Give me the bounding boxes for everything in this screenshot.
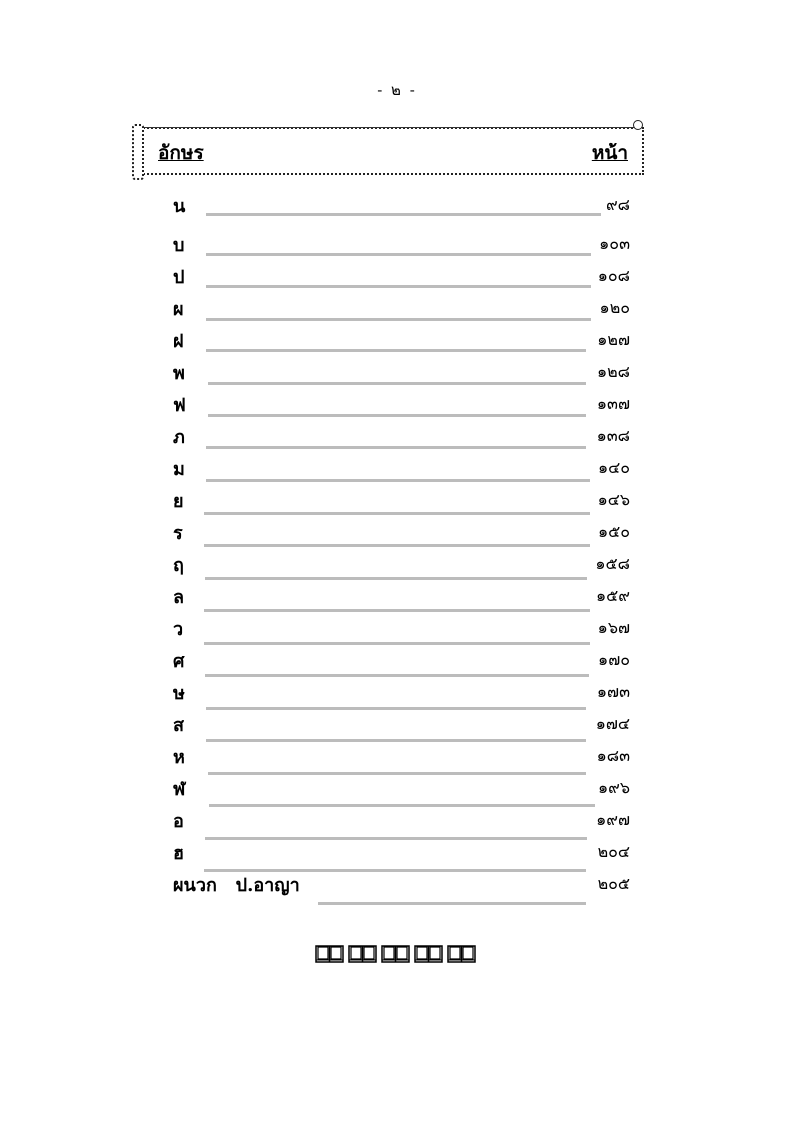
header-letter-label: อักษร <box>158 142 204 164</box>
entry-letter: ษ <box>173 683 185 704</box>
toc-entry <box>0 710 794 742</box>
entry-page: ๑๐๓ <box>599 234 630 253</box>
toc-entry <box>0 518 794 550</box>
leader-line <box>206 479 590 482</box>
leader-line <box>206 446 586 449</box>
entry-page: ๙๘ <box>605 195 630 214</box>
toc-entry <box>0 838 794 870</box>
entry-page: ๑๙๗ <box>596 810 630 829</box>
banner-top-line <box>136 127 640 128</box>
leader-line <box>208 414 586 417</box>
leader-line <box>206 213 601 216</box>
entry-page: ๑๔๐ <box>597 458 630 477</box>
entry-letter: ย <box>173 491 184 512</box>
entry-letter: ห <box>173 747 185 768</box>
entry-page: ๒๐๕ <box>597 874 630 893</box>
entry-letter: ฟ <box>173 395 186 416</box>
entry-letter: น <box>173 196 186 217</box>
toc-entry <box>0 806 794 838</box>
header-page-label: หน้า <box>591 142 628 164</box>
entry-letter: ฤ <box>173 555 184 576</box>
entry-page: ๑๕๙ <box>596 586 630 605</box>
entry-page: ๑๓๘ <box>596 426 630 445</box>
toc-entry <box>0 422 794 454</box>
entry-letter: ฮ <box>173 843 184 864</box>
leader-line <box>206 318 591 321</box>
entry-page: ๑๗๓ <box>596 682 630 701</box>
entry-letter: ผ <box>173 299 184 320</box>
entry-letter: ร <box>173 523 183 544</box>
entry-page: ๑๐๘ <box>597 266 630 285</box>
leader-line <box>204 609 590 612</box>
entry-page: ๑๗๔ <box>595 714 630 733</box>
open-book-icon <box>414 944 443 964</box>
entry-letter: ว <box>173 619 184 640</box>
entry-letter: ผนวก ป.อาญา <box>173 875 300 896</box>
entry-page: ๑๕๐ <box>597 522 630 541</box>
entry-page: ๑๒๗ <box>597 330 630 349</box>
entry-page: ๑๒๐ <box>599 298 630 317</box>
toc-entry <box>0 326 794 358</box>
leader-line <box>206 285 591 288</box>
entry-letter: ม <box>173 459 185 480</box>
toc-entry <box>0 678 794 710</box>
toc-entry <box>0 230 794 262</box>
leader-line <box>208 382 586 385</box>
toc-entry <box>0 614 794 646</box>
entry-letter: ส <box>173 715 184 736</box>
leader-line <box>204 544 590 547</box>
toc-entry <box>0 454 794 486</box>
entry-letter: ป <box>173 267 185 288</box>
entry-page: ๑๓๗ <box>596 394 630 413</box>
page-number: - ๒ - <box>377 81 417 99</box>
leader-line <box>206 253 591 256</box>
entry-page: ๑๘๓ <box>596 746 630 765</box>
leader-line <box>206 349 586 352</box>
entry-letter: ฬ <box>173 779 186 800</box>
toc-entry <box>0 582 794 614</box>
open-book-icon <box>447 944 476 964</box>
entry-letter: ศ <box>173 651 185 672</box>
toc-entry <box>0 486 794 518</box>
leader-line <box>205 577 587 580</box>
entry-page: ๑๖๗ <box>597 618 630 637</box>
toc-entry <box>0 262 794 294</box>
banner-frame <box>136 127 644 175</box>
entry-letter: บ <box>173 235 185 256</box>
toc-entry <box>0 191 794 223</box>
entry-letter: ล <box>173 587 185 608</box>
toc-entry <box>0 550 794 582</box>
leader-line <box>204 642 590 645</box>
toc-entry <box>0 294 794 326</box>
toc-entry <box>0 742 794 774</box>
open-book-icon <box>315 944 344 964</box>
entry-page: ๑๕๘ <box>595 554 630 573</box>
leader-line <box>205 674 589 677</box>
toc-entry <box>0 358 794 390</box>
entry-letter: ภ <box>173 427 185 448</box>
entry-letter: ฝ <box>173 331 184 352</box>
leader-line <box>318 902 586 905</box>
toc-entry <box>0 390 794 422</box>
toc-entry-appendix <box>0 870 794 902</box>
entry-letter: อ <box>173 811 184 832</box>
entry-page: ๒๐๔ <box>597 842 630 861</box>
toc-entry <box>0 646 794 678</box>
entry-page: ๑๗๐ <box>598 650 630 669</box>
open-book-icon <box>348 944 377 964</box>
entry-page: ๑๔๖ <box>597 490 630 509</box>
entry-letter: พ <box>173 363 185 384</box>
scroll-roll-icon <box>132 124 144 180</box>
footer-ornament <box>315 944 476 964</box>
open-book-icon <box>381 944 410 964</box>
toc-entry <box>0 774 794 806</box>
leader-line <box>204 512 590 515</box>
entry-page: ๑๒๘ <box>596 362 630 381</box>
scroll-curl-icon <box>633 120 643 130</box>
entry-page: ๑๙๖ <box>597 778 630 797</box>
